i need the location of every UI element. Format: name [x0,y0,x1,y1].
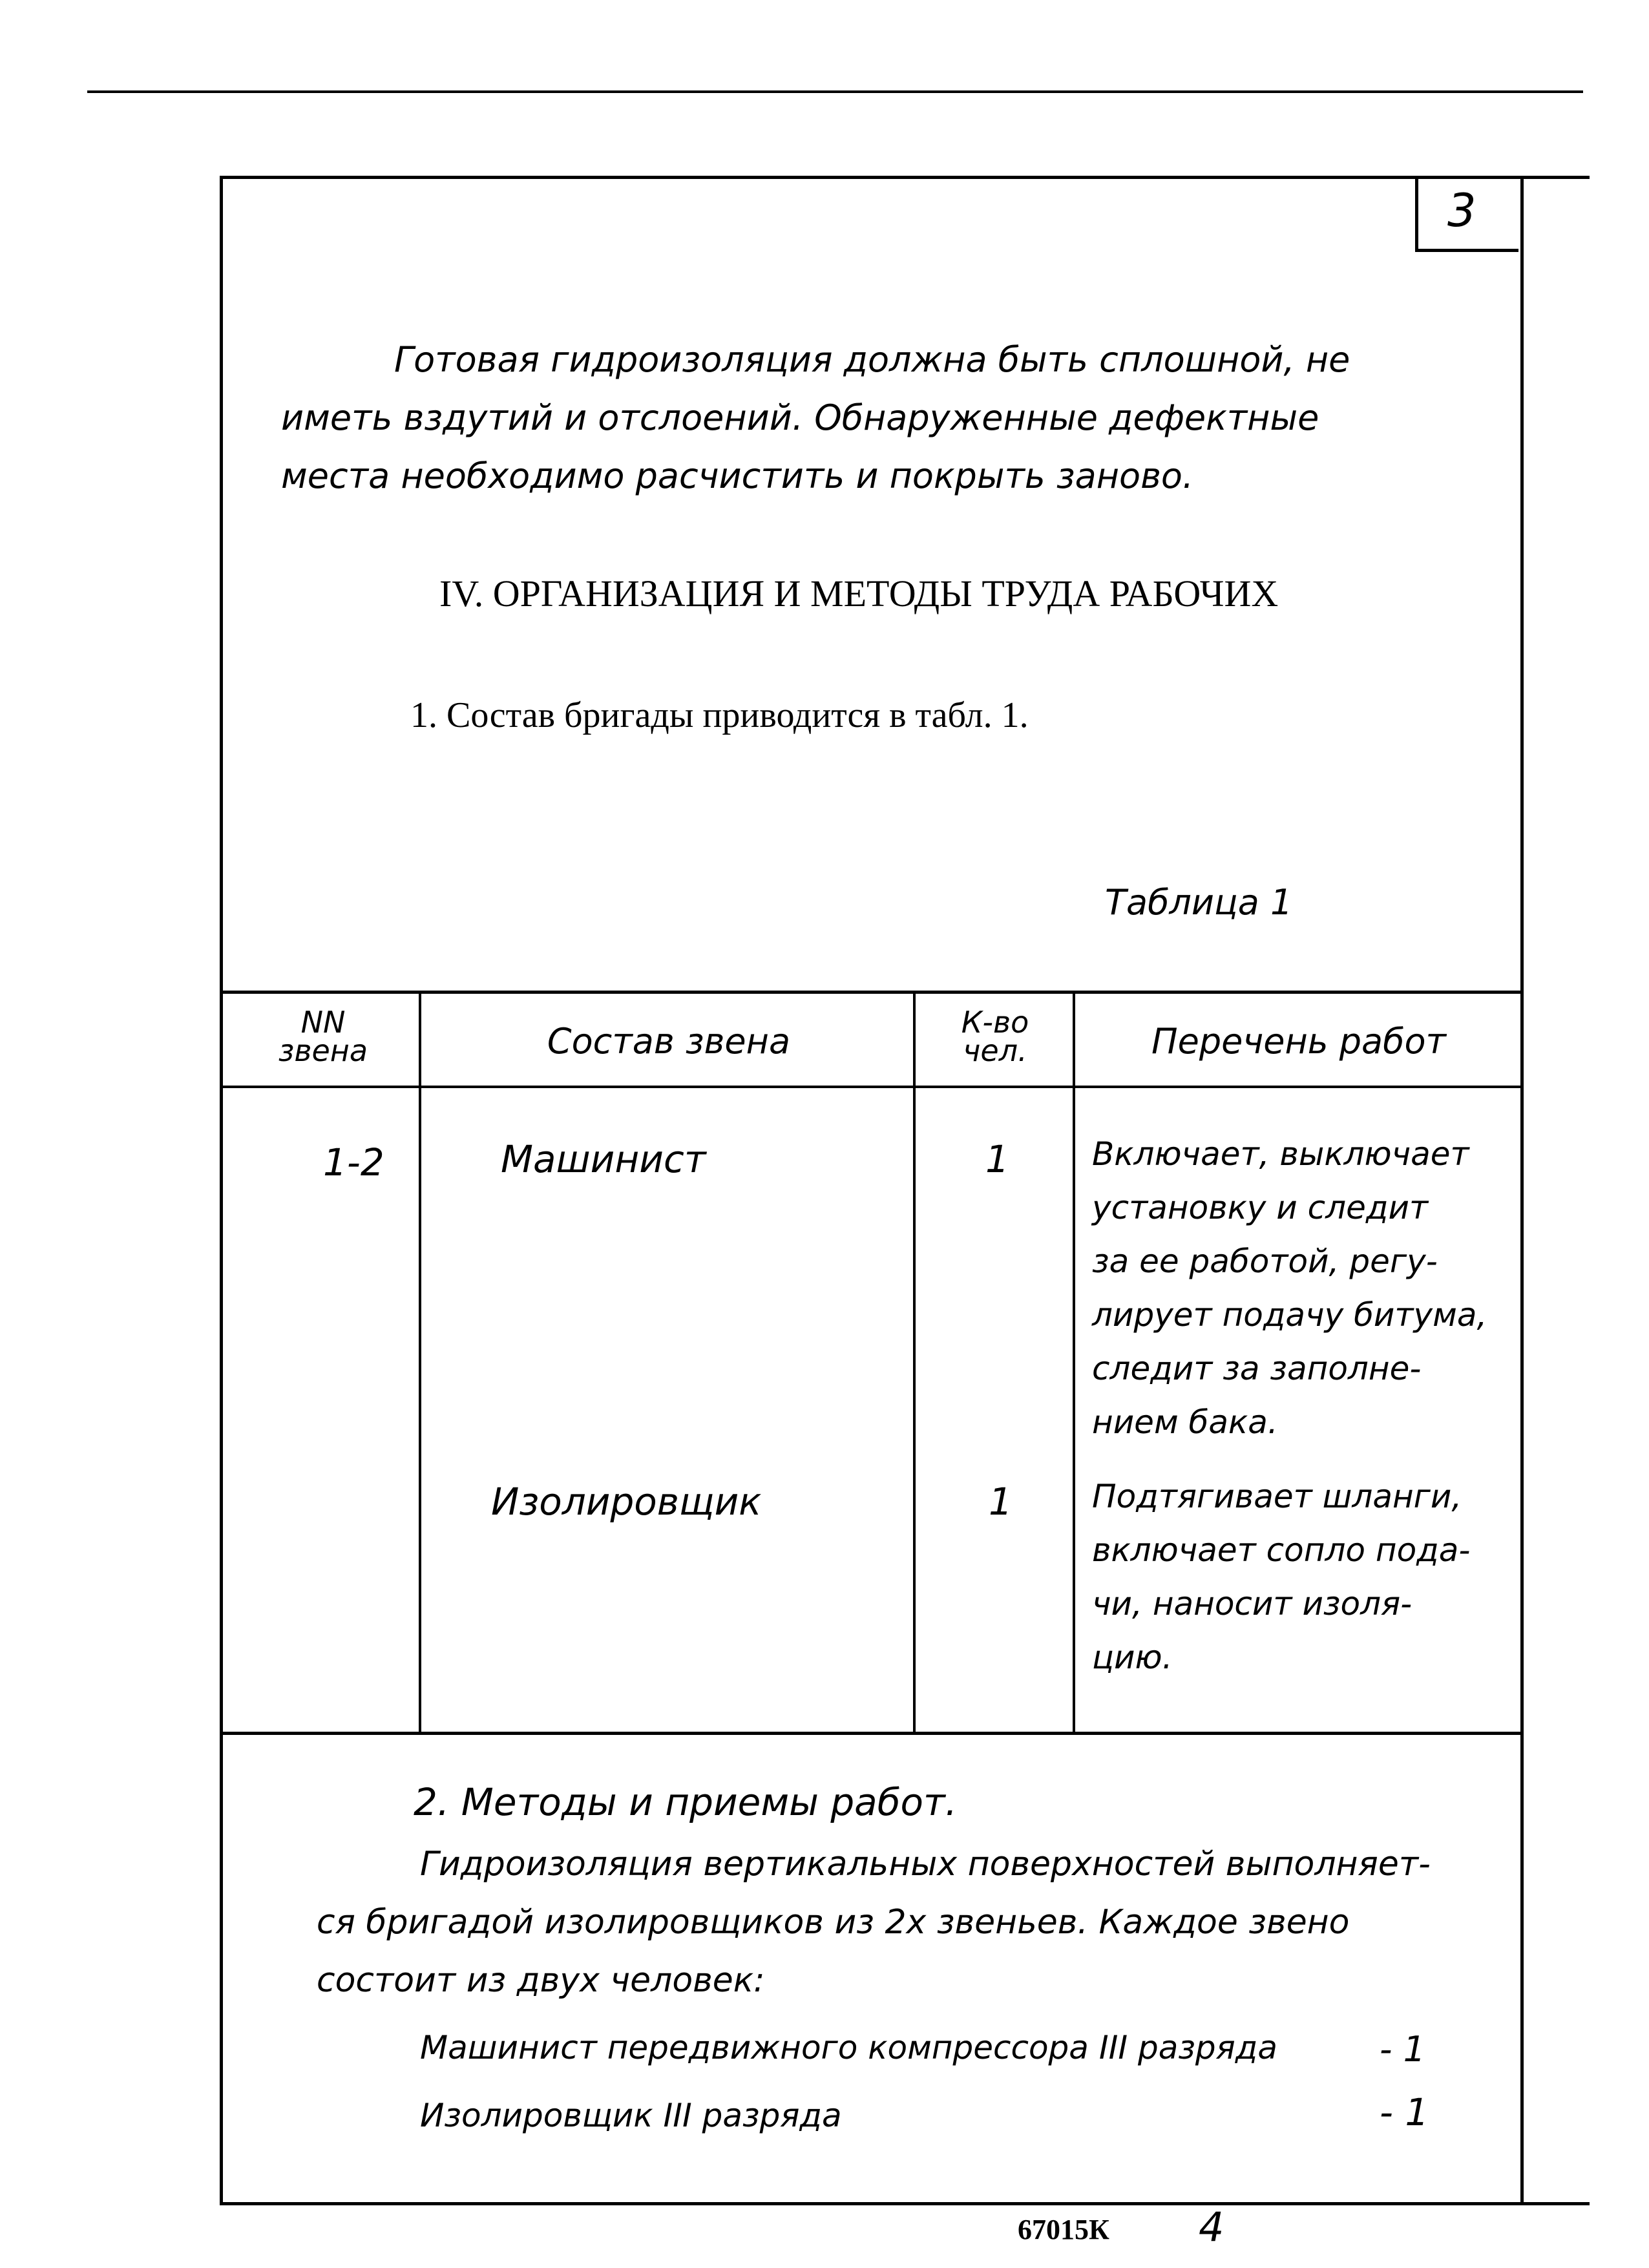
table-header-line [223,1086,1522,1088]
page-number-box [1415,178,1518,252]
footer-code: 67015К [1018,2214,1109,2245]
intro-line-3: места необходимо расчистить и покрыть заново. [281,456,1194,496]
section-heading: IV. ОРГАНИЗАЦИЯ И МЕТОДЫ ТРУДА РАБОЧИХ [439,572,1279,614]
intro-line-2: иметь вздутий и отслоений. Обнаруженные дефектные [281,397,1319,438]
methods-heading: 2. Методы и приемы работ. [414,1780,958,1824]
table-header-count: К-во чел. [961,1005,1029,1068]
table-col-line-1 [419,992,421,1733]
intro-line-1: Готовая гидроизоляция должна быть сплошной, не [394,339,1350,380]
frame-right [1520,176,1524,2205]
methods-line-3: состоит из двух человек: [317,1961,765,2000]
table-header-works: Перечень работ [1151,1021,1446,1062]
table-caption: Таблица 1 [1105,882,1293,923]
table-cell-count-1: 1 [985,1137,1009,1181]
staff-role-2: Изолировщик III разряда [420,2097,842,2134]
table-col-line-2 [913,992,916,1733]
table-cell-group: 1-2 [323,1140,384,1184]
staff-role-1: Машинист передвижного компрессора III разряда [420,2029,1277,2066]
table-cell-count-2: 1 [989,1480,1013,1524]
methods-line-1: Гидроизоляция вертикальных поверхностей выполняет- [420,1845,1431,1884]
table-header-member: Состав звена [547,1021,791,1062]
table-top-line [223,991,1522,994]
table-cell-works-1: Включает, выключает установку и следит за ее работой, регу- лирует подачу битума, следит за заполне- нием бака. [1092,1135,1487,1441]
table-cell-member-2: Изолировщик [491,1480,762,1524]
methods-line-2: ся бригадой изолировщиков из 2х звеньев. Каждое звено [317,1903,1350,1942]
top-rule [87,90,1583,93]
page-number: 3 [1447,184,1476,237]
frame-left [220,176,223,2205]
staff-count-1: - 1 [1380,2029,1426,2070]
table-cell-member-1: Машинист [501,1137,706,1181]
table-cell-works-2: Подтягивает шланги, включает сопло пода- чи, наносит изоля- цию. [1092,1478,1471,1676]
footer-page: 4 [1199,2203,1224,2251]
table-bottom-line [223,1732,1522,1735]
frame-bottom [220,2202,1590,2205]
table-header-group: NN звена [278,1005,368,1068]
frame-top [220,176,1590,179]
staff-count-2: - 1 [1380,2090,1429,2134]
item-1: 1. Состав бригады приводится в табл. 1. [410,695,1029,735]
table-col-line-3 [1073,992,1075,1733]
